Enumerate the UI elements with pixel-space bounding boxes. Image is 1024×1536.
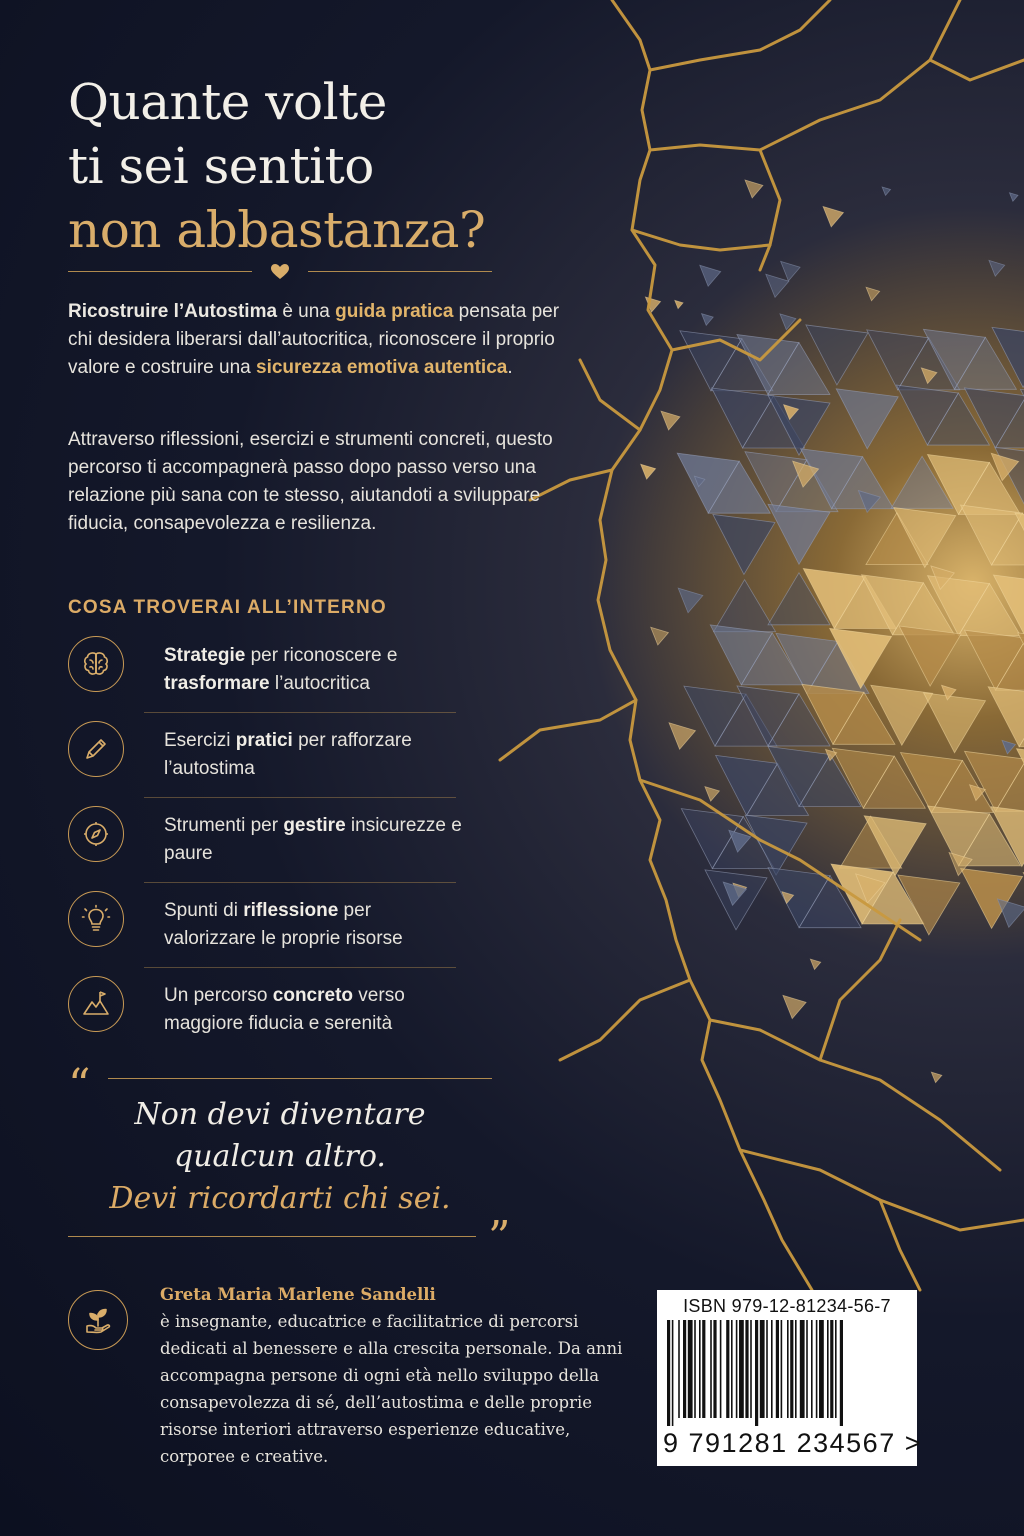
triangle-shard bbox=[651, 627, 669, 645]
barcode-digits: 9 791281 234567 > bbox=[663, 1428, 922, 1458]
barcode-bar bbox=[827, 1320, 829, 1418]
author-name: Greta Maria Marlene Sandelli bbox=[160, 1285, 436, 1304]
feature-bold: Strategie bbox=[164, 645, 246, 666]
feature-bold: trasformare bbox=[164, 673, 270, 694]
triangle-shard bbox=[810, 959, 820, 969]
triangle-shard bbox=[713, 514, 775, 574]
barcode-bar bbox=[781, 1320, 783, 1418]
barcode-bar bbox=[699, 1320, 701, 1418]
triangle-shard bbox=[1002, 740, 1015, 753]
barcode-bar bbox=[835, 1320, 837, 1418]
intro-text: è una bbox=[277, 301, 336, 322]
title-line-2: ti sei sentito bbox=[68, 137, 374, 195]
pencil-icon bbox=[68, 721, 124, 777]
feature-bold: pratici bbox=[235, 730, 293, 751]
feature-bold: gestire bbox=[283, 815, 346, 836]
barcode-bar bbox=[800, 1320, 805, 1418]
triangle-shard bbox=[931, 1072, 942, 1083]
highlight-sicurezza: sicurezza emotiva autentica bbox=[256, 357, 508, 378]
barcode-bar bbox=[736, 1320, 738, 1418]
quote-line-top bbox=[108, 1078, 492, 1079]
triangle-shard bbox=[997, 899, 1024, 927]
triangle-shard bbox=[768, 504, 830, 564]
feature-plain: per rafforzare l’autostima bbox=[164, 730, 412, 779]
barcode-bar bbox=[819, 1320, 824, 1418]
feature-bold: concreto bbox=[272, 985, 354, 1006]
heart-icon bbox=[270, 262, 290, 282]
title-line-3: non abbastanza? bbox=[68, 201, 486, 259]
feature-plain: Spunti di bbox=[164, 900, 244, 921]
triangle-shard bbox=[836, 389, 898, 449]
divider-line-right bbox=[308, 271, 492, 272]
barcode-bar bbox=[776, 1320, 779, 1418]
triangle-shard bbox=[924, 693, 986, 753]
feature-plain: Un percorso bbox=[164, 985, 273, 1006]
barcode-bar bbox=[739, 1320, 744, 1418]
page-title bbox=[68, 70, 485, 262]
feature-item bbox=[68, 798, 462, 883]
barcode-bar bbox=[745, 1320, 748, 1418]
triangle-shard bbox=[641, 464, 656, 479]
triangle-shard bbox=[988, 687, 1024, 747]
intro-text: . bbox=[507, 357, 513, 378]
barcode-bar bbox=[766, 1320, 768, 1418]
barcode-bar bbox=[811, 1320, 813, 1418]
triangle-shard bbox=[866, 287, 880, 301]
triangle-shard bbox=[705, 787, 720, 802]
triangle-shard bbox=[700, 265, 721, 286]
barcode-bar bbox=[750, 1320, 752, 1418]
intro-text: pensata per chi desidera liberarsi dall’autocritica, riconoscere il proprio valore e costruire una bbox=[68, 301, 560, 378]
feature-item bbox=[68, 628, 456, 713]
feature-item bbox=[68, 883, 456, 968]
divider-line-left bbox=[68, 271, 252, 272]
feature-plain: verso maggiore fiducia e serenità bbox=[164, 985, 405, 1034]
feature-text bbox=[164, 982, 464, 1038]
book-title-inline: Ricostruire l’Autostima bbox=[68, 301, 278, 322]
triangle-shard bbox=[669, 723, 695, 749]
barcode-bar bbox=[713, 1320, 716, 1418]
barcode-bar bbox=[787, 1320, 789, 1418]
brain-icon bbox=[68, 636, 124, 692]
barcode-bars bbox=[667, 1320, 907, 1426]
triangle-shard bbox=[745, 180, 763, 198]
quote-line-3: Devi ricordarti chi sei. bbox=[109, 1181, 451, 1216]
barcode-bar bbox=[806, 1320, 808, 1418]
lightbulb-icon bbox=[68, 891, 124, 947]
triangle-shard bbox=[823, 206, 843, 226]
barcode-bar bbox=[710, 1320, 712, 1418]
triangle-shard bbox=[882, 187, 890, 195]
feature-plain: Esercizi bbox=[164, 730, 236, 751]
triangle-shard bbox=[783, 995, 806, 1018]
close-quote-mark: ” bbox=[488, 1212, 511, 1263]
feature-bold: riflessione bbox=[243, 900, 339, 921]
barcode-bar bbox=[702, 1320, 705, 1418]
isbn-barcode bbox=[657, 1290, 922, 1466]
triangle-shard bbox=[766, 274, 789, 297]
barcode-bar bbox=[683, 1320, 686, 1418]
quote-line-2: qualcun altro. bbox=[174, 1139, 386, 1174]
title-divider bbox=[68, 262, 492, 282]
barcode-bar bbox=[771, 1320, 773, 1418]
pull-quote bbox=[68, 1094, 492, 1220]
title-line-1: Quante volte bbox=[68, 73, 387, 131]
barcode-bar bbox=[790, 1320, 793, 1418]
isbn-label: ISBN 979-12-81234-56-7 bbox=[683, 1296, 891, 1316]
feature-item bbox=[68, 968, 456, 1053]
triangle-shard bbox=[661, 411, 680, 430]
barcode-bar bbox=[816, 1320, 818, 1418]
barcode-bar bbox=[760, 1320, 765, 1418]
triangle-shard bbox=[714, 580, 776, 632]
feature-text bbox=[164, 727, 464, 783]
intro-paragraph-2: Attraverso riflessioni, esercizi e strumenti concreti, questo percorso ti accompagnerà passo dopo passo verso una relazione più sana con te stesso, aiutandoti a sviluppare fiducia, consapevolezza e resilienza. bbox=[68, 429, 553, 534]
barcode-bar bbox=[830, 1320, 833, 1418]
barcode-bar bbox=[731, 1320, 733, 1418]
sprout-hand-icon bbox=[68, 1290, 128, 1350]
feature-text bbox=[164, 812, 464, 868]
section-heading: COSA TROVERAI ALL’INTERNO bbox=[68, 597, 387, 618]
triangle-shard bbox=[678, 588, 703, 613]
open-quote-mark: “ bbox=[68, 1060, 91, 1111]
author-bio bbox=[160, 1281, 630, 1470]
author-description: è insegnante, educatrice e facilitatrice di percorsi dedicati al benessere e alla crescita personale. Da anni accompagna persone di ogni età nello sviluppo della consapevolezza di sé, dell’autostima e delle proprie risorse interiori attraverso esperienze educative, corporee e creative. bbox=[160, 1312, 623, 1466]
barcode-bar bbox=[795, 1320, 797, 1418]
barcode-bar bbox=[726, 1320, 729, 1418]
feature-plain: insicurezze e paure bbox=[164, 815, 462, 864]
highlight-guida: guida pratica bbox=[335, 301, 454, 322]
feature-item bbox=[68, 713, 456, 798]
mountain-flag-icon bbox=[68, 976, 124, 1032]
quote-line-bottom bbox=[68, 1236, 476, 1237]
barcode-bar bbox=[688, 1320, 693, 1418]
geometric-shards-illustration bbox=[641, 180, 1024, 1083]
feature-text bbox=[164, 897, 464, 953]
feature-plain: Strumenti per bbox=[164, 815, 284, 836]
intro-paragraph-1 bbox=[68, 298, 588, 382]
triangle-shard bbox=[702, 314, 714, 326]
quote-line-1: Non devi diventare bbox=[134, 1097, 426, 1132]
feature-text bbox=[164, 642, 464, 698]
barcode-bar bbox=[720, 1320, 722, 1418]
triangle-shard bbox=[1009, 193, 1018, 202]
barcode-bar bbox=[755, 1320, 758, 1426]
barcode-bar bbox=[672, 1320, 674, 1426]
feature-plain: per riconoscere e bbox=[245, 645, 398, 666]
triangle-shard bbox=[989, 260, 1005, 276]
triangle-shard bbox=[899, 626, 961, 686]
compass-icon bbox=[68, 806, 124, 862]
barcode-bar bbox=[840, 1320, 843, 1426]
triangle-shard bbox=[675, 300, 683, 308]
feature-list bbox=[68, 628, 462, 1053]
barcode-bar bbox=[694, 1320, 696, 1418]
feature-plain: l’autocritica bbox=[269, 673, 370, 694]
barcode-bar bbox=[678, 1320, 680, 1418]
triangle-shard bbox=[781, 261, 800, 280]
feature-plain: per valorizzare le proprie risorse bbox=[164, 900, 403, 949]
barcode-bar bbox=[667, 1320, 670, 1426]
